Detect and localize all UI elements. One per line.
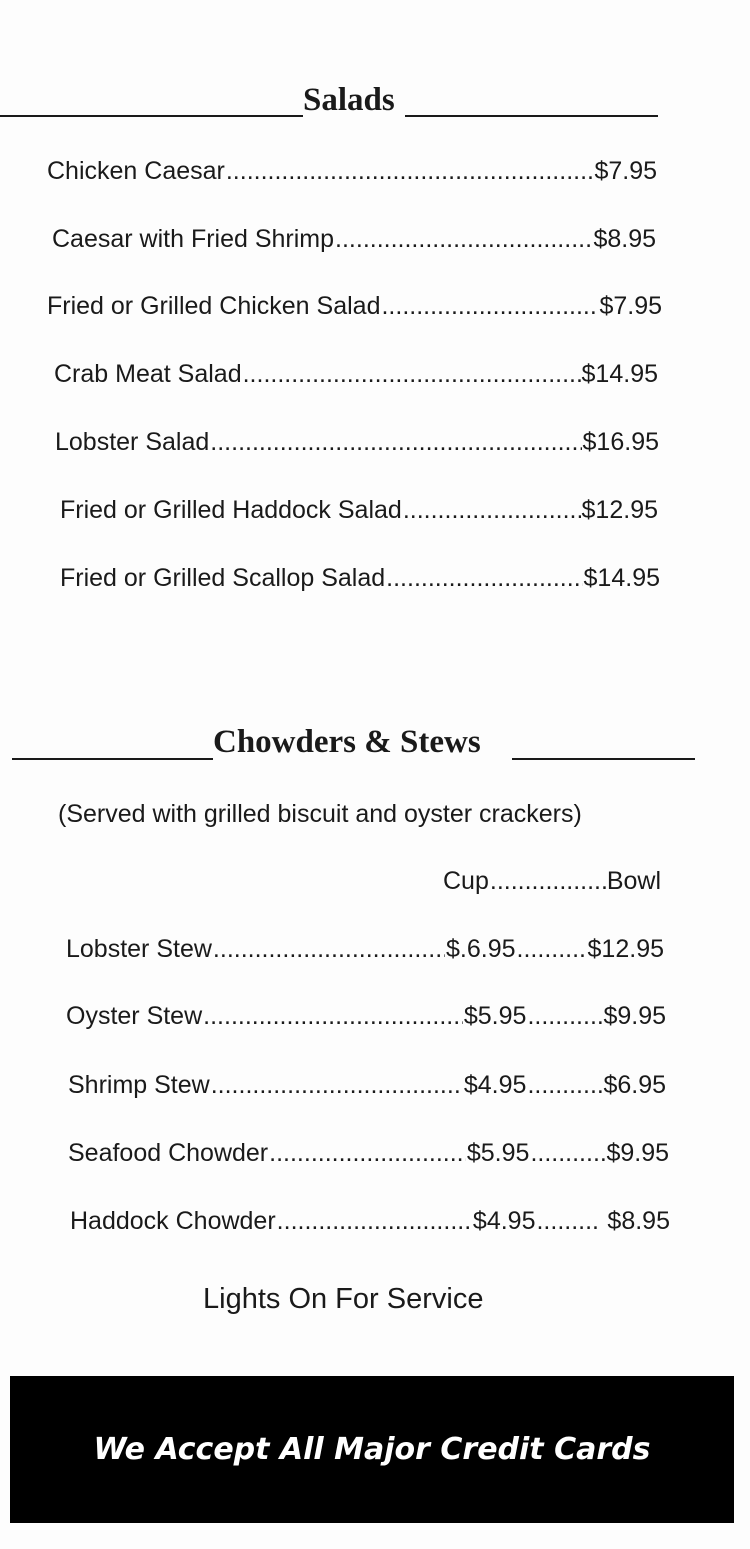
- leader-dots: [243, 358, 581, 390]
- salad-item: [55, 426, 659, 458]
- leader-dots: [269, 1137, 466, 1169]
- salad-item-name: Caesar with Fried Shrimp: [52, 225, 335, 253]
- chowders-rule-right: [512, 758, 695, 760]
- chowders-note: (Served with grilled biscuit and oyster crackers): [58, 800, 582, 828]
- leader-dots: [277, 1205, 472, 1237]
- salad-item-name: Fried or Grilled Chicken Salad: [47, 292, 381, 320]
- chowder-cup-price: $5.95: [466, 1139, 530, 1167]
- cup-label: Cup: [443, 867, 489, 895]
- salads-title: Salads: [303, 82, 395, 118]
- salad-item-price: $16.95: [582, 428, 659, 456]
- salad-item-name: Crab Meat Salad: [54, 360, 242, 388]
- chowder-item: [68, 1137, 669, 1169]
- salad-item: [60, 562, 660, 594]
- credit-card-banner-text: We Accept All Major Credit Cards: [93, 1432, 651, 1467]
- credit-card-banner: [10, 1376, 734, 1523]
- leader-dots: [210, 426, 581, 458]
- leader-dots: [213, 933, 445, 965]
- salad-item: [52, 223, 656, 255]
- chowder-item-name: Lobster Stew: [66, 935, 212, 963]
- salad-item-name: Lobster Salad: [55, 428, 210, 456]
- leader-dots: [527, 1000, 602, 1032]
- salad-item-name: Fried or Grilled Haddock Salad: [60, 496, 402, 524]
- chowders-rule-left: [12, 758, 213, 760]
- chowder-bowl-price: $8.95: [600, 1207, 670, 1235]
- chowder-item-name: Shrimp Stew: [68, 1071, 210, 1099]
- chowder-item: [70, 1205, 670, 1237]
- service-note: Lights On For Service: [203, 1283, 484, 1315]
- salad-item-price: $8.95: [593, 225, 656, 253]
- leader-dots: [490, 865, 606, 897]
- salad-item: [54, 358, 658, 390]
- chowder-bowl-price: $9.95: [603, 1002, 666, 1030]
- leader-dots: [211, 1069, 463, 1101]
- chowder-bowl-price: $12.95: [587, 935, 664, 963]
- salads-rule-right: [405, 115, 658, 117]
- chowder-cup-price: $5.95: [463, 1002, 527, 1030]
- chowder-cup-price: $4.95: [463, 1071, 527, 1099]
- salad-item-price: $12.95: [581, 496, 658, 524]
- salad-item: [60, 494, 658, 526]
- chowder-cup-price: $.6.95: [446, 935, 516, 963]
- salad-item: [47, 155, 657, 187]
- salad-item-price: $7.95: [599, 292, 662, 320]
- salad-item-name: Chicken Caesar: [47, 157, 225, 185]
- chowder-item-name: Seafood Chowder: [68, 1139, 269, 1167]
- chowder-cup-price: $4.95: [472, 1207, 536, 1235]
- leader-dots: [527, 1069, 602, 1101]
- salads-rule-left: [0, 115, 303, 117]
- chowder-item: [66, 933, 664, 965]
- chowder-item-name: Oyster Stew: [66, 1002, 203, 1030]
- leader-dots: [203, 1000, 463, 1032]
- leader-dots: [386, 562, 582, 594]
- leader-dots: [530, 1137, 605, 1169]
- leader-dots: [335, 223, 592, 255]
- bowl-label: Bowl: [606, 867, 661, 895]
- salad-item-price: $14.95: [581, 360, 658, 388]
- chowder-item: [66, 1000, 666, 1032]
- leader-dots: [381, 290, 598, 322]
- chowder-bowl-price: $6.95: [603, 1071, 666, 1099]
- salad-item-price: $7.95: [594, 157, 657, 185]
- chowder-item: [68, 1069, 666, 1101]
- cup-bowl-header: [443, 865, 661, 897]
- leader-dots: [226, 155, 594, 187]
- salad-item: [47, 290, 662, 322]
- leader-dots: [536, 1205, 599, 1237]
- chowder-bowl-price: $9.95: [606, 1139, 669, 1167]
- chowders-title: Chowders & Stews: [213, 724, 481, 760]
- leader-dots: [403, 494, 581, 526]
- salad-item-name: Fried or Grilled Scallop Salad: [60, 564, 386, 592]
- salad-item-price: $14.95: [583, 564, 660, 592]
- chowder-item-name: Haddock Chowder: [70, 1207, 276, 1235]
- leader-dots: [517, 933, 587, 965]
